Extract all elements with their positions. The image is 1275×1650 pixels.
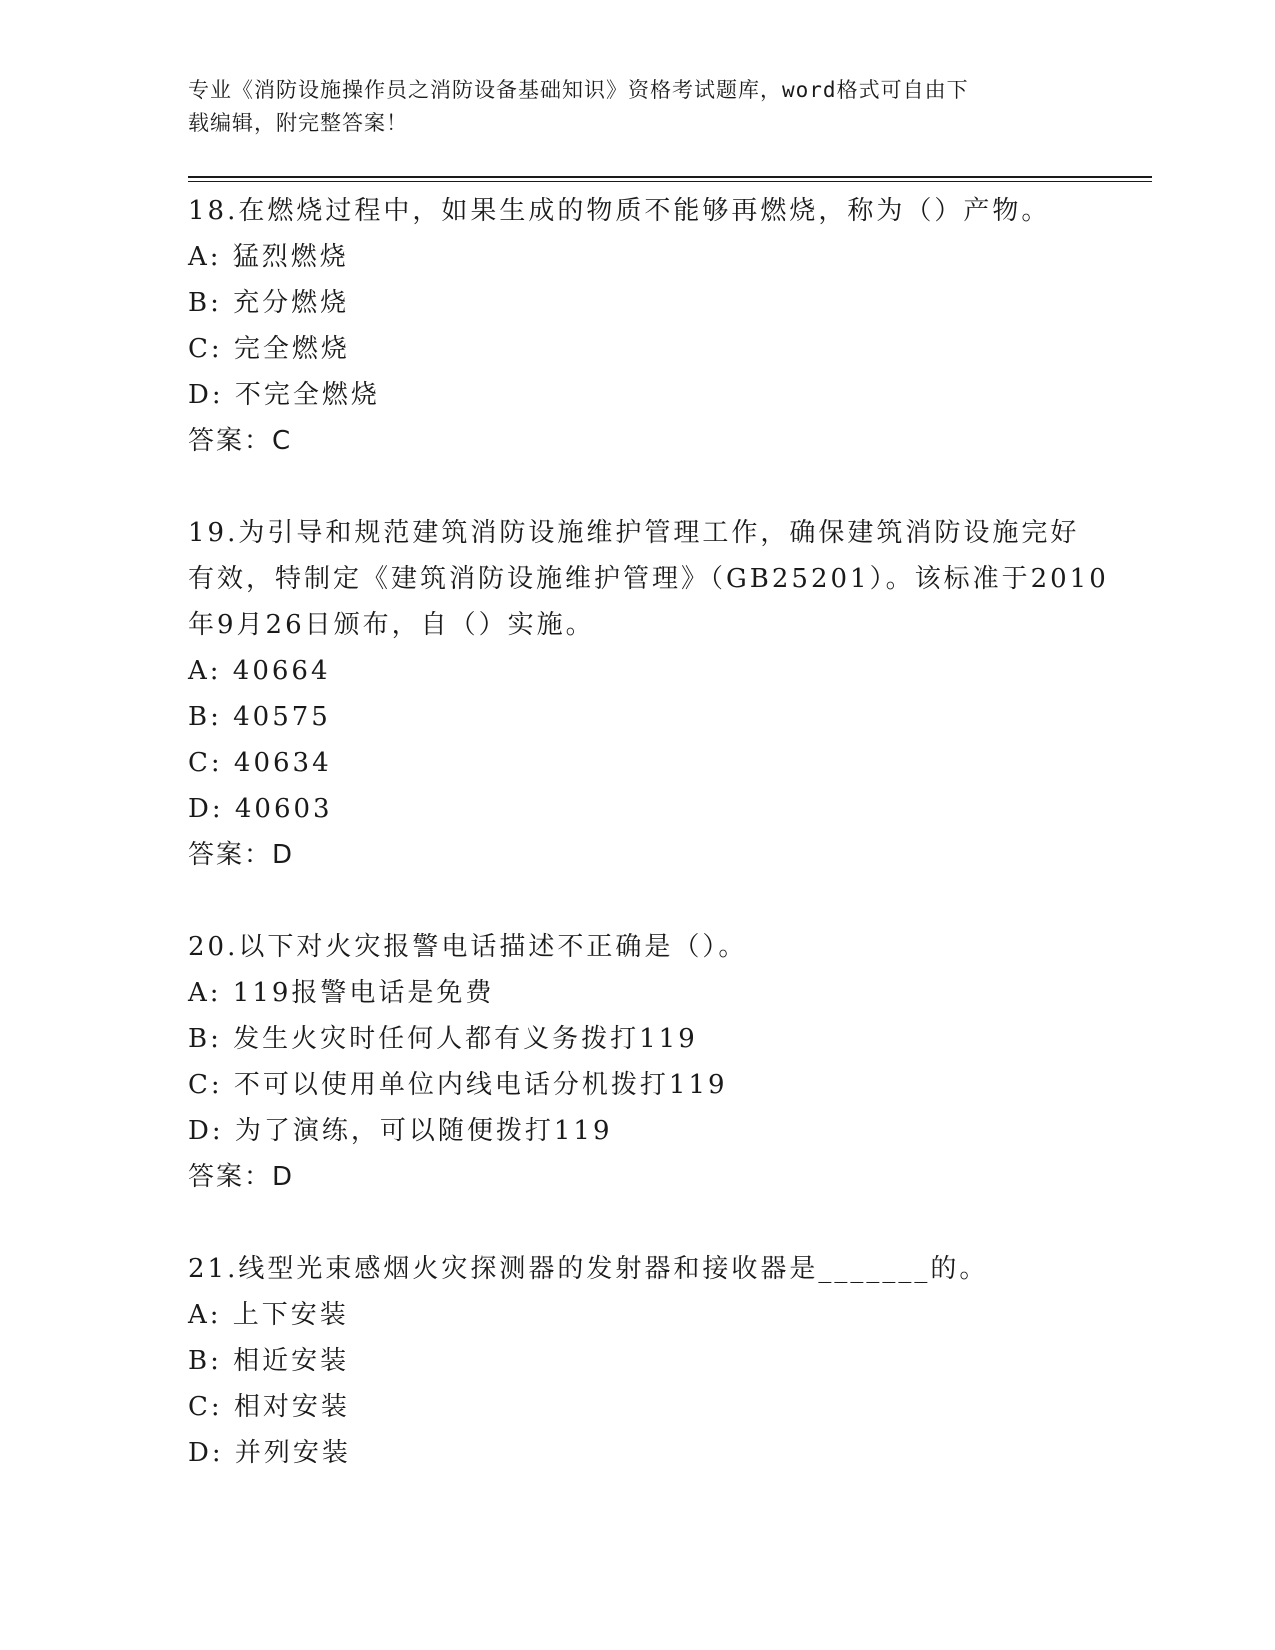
header-divider-thin <box>188 181 1152 182</box>
option-c: C: 不可以使用单位内线电话分机拨打119 <box>188 1070 728 1100</box>
question-21 <box>188 1246 1088 1476</box>
option-b: B: 发生火灾时任何人都有义务拨打119 <box>188 1024 698 1054</box>
option-d: D: 不完全燃烧 <box>188 380 380 410</box>
header-divider-thick <box>188 176 1152 178</box>
answer-label: 答案：D <box>188 840 295 870</box>
question-18 <box>188 188 1088 464</box>
question-19 <box>188 510 1109 878</box>
option-a: A: 猛烈燃烧 <box>188 242 349 272</box>
option-a: A: 40664 <box>188 656 331 686</box>
question-list <box>188 188 1109 1522</box>
question-stem-line-3: 年9月26日颁布，自（）实施。 <box>188 610 595 640</box>
question-stem: 20.以下对火灾报警电话描述不正确是（）。 <box>188 932 748 962</box>
question-stem: 21.线型光束感烟火灾探测器的发射器和接收器是_______的。 <box>188 1254 989 1284</box>
option-b: B: 充分燃烧 <box>188 288 350 318</box>
answer-label: 答案：D <box>188 1162 295 1192</box>
option-b: B: 相近安装 <box>188 1346 350 1376</box>
option-b: B: 40575 <box>188 702 331 732</box>
question-stem: 18.在燃烧过程中，如果生成的物质不能够再燃烧，称为（）产物。 <box>188 196 1051 226</box>
answer-label: 答案：C <box>188 426 293 456</box>
option-c: C: 相对安装 <box>188 1392 350 1422</box>
option-a: A: 上下安装 <box>188 1300 349 1330</box>
question-stem-line-2: 有效，特制定《建筑消防设施维护管理》（GB25201）。该标准于2010 <box>188 564 1109 594</box>
question-stem-line-1: 19.为引导和规范建筑消防设施维护管理工作，确保建筑消防设施完好 <box>188 518 1080 548</box>
document-header <box>188 74 1068 140</box>
option-d: D: 并列安装 <box>188 1438 351 1468</box>
option-c: C: 40634 <box>188 748 332 778</box>
option-d: D: 40603 <box>188 794 333 824</box>
option-c: C: 完全燃烧 <box>188 334 350 364</box>
option-a: A: 119报警电话是免费 <box>188 978 495 1008</box>
option-d: D: 为了演练，可以随便拨打119 <box>188 1116 613 1146</box>
header-line-2: 载编辑，附完整答案！ <box>188 111 408 135</box>
header-line-1: 专业《消防设施操作员之消防设备基础知识》资格考试题库，word格式可自由下 <box>188 78 969 102</box>
question-20 <box>188 924 1088 1200</box>
